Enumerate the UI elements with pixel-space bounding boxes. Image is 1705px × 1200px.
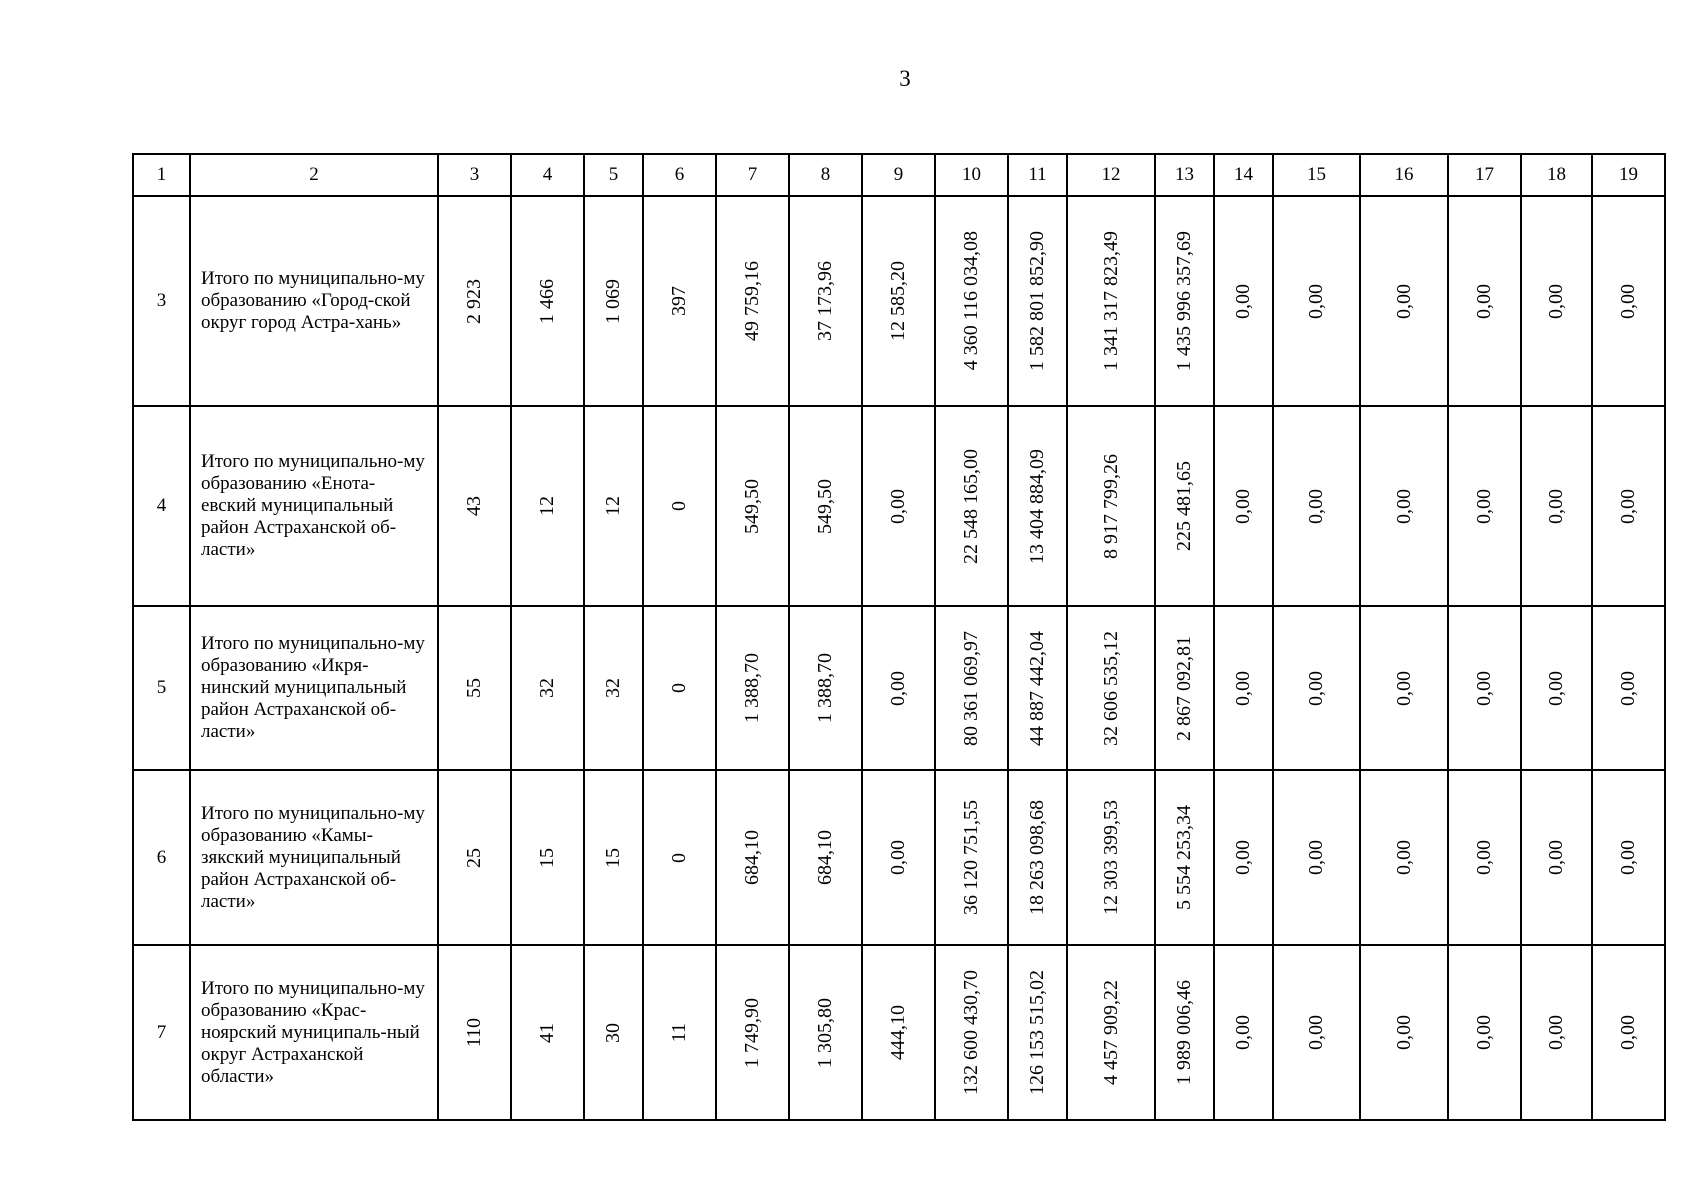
cell-value: 444,10: [887, 1005, 909, 1060]
cell-col-10: [935, 770, 1008, 945]
cell-col-19: [1592, 945, 1665, 1120]
cell-value: 110: [463, 1017, 485, 1048]
cell-value: 1 341 317 823,49: [1099, 231, 1122, 371]
cell-col-7: [716, 406, 789, 606]
cell-value: 37 173,96: [814, 261, 836, 341]
cell-value: 549,50: [741, 478, 763, 534]
municipality-name: Итого по муниципально-му образованию «Енота-евский муниципальный район Астраханской об-ласти»: [190, 406, 438, 606]
cell-col-5: [584, 945, 643, 1120]
cell-value: 0,00: [1305, 840, 1327, 875]
cell-value: 0,00: [1473, 488, 1495, 524]
cell-value: 32: [602, 678, 624, 698]
cell-col-10: [935, 196, 1008, 406]
cell-col-4: [511, 945, 584, 1120]
cell-col-16: [1360, 406, 1448, 606]
cell-value: 0,00: [1473, 283, 1495, 319]
cell-col-17: [1448, 406, 1521, 606]
cell-value: 2 923: [463, 278, 485, 324]
column-header-14: 14: [1214, 154, 1273, 196]
page-number: 3: [899, 66, 911, 91]
column-header-8: 8: [789, 154, 862, 196]
cell-value: 0: [668, 683, 690, 693]
cell-value: 49 759,16: [741, 261, 763, 341]
cell-col-6: [643, 606, 716, 770]
municipality-name: Итого по муниципально-му образованию «Крас-ноярский муниципаль-ный округ Астраханской области»: [190, 945, 438, 1120]
cell-value: 18 263 098,68: [1026, 800, 1048, 915]
cell-col-12: [1067, 945, 1155, 1120]
cell-value: 0: [668, 852, 690, 863]
cell-value: 0: [668, 501, 690, 511]
cell-col-9: [862, 606, 935, 770]
cell-value: 0,00: [1392, 840, 1415, 875]
cell-col-13: [1155, 606, 1214, 770]
cell-value: 15: [602, 847, 624, 868]
cell-col-4: [511, 770, 584, 945]
cell-col-5: [584, 406, 643, 606]
cell-value: 13 404 884,09: [1026, 448, 1048, 564]
cell-value: 0,00: [1545, 1015, 1567, 1050]
cell-value: 4 457 909,22: [1099, 980, 1122, 1085]
cell-value: 0,00: [887, 488, 909, 524]
cell-value: 32: [536, 678, 558, 698]
cell-col-13: [1155, 945, 1214, 1120]
cell-col-18: [1521, 196, 1592, 406]
cell-value: 0,00: [1232, 488, 1254, 524]
cell-col-16: [1360, 945, 1448, 1120]
cell-value: 1 582 801 852,90: [1026, 231, 1048, 371]
cell-value: 0,00: [1473, 1015, 1495, 1050]
cell-col-18: [1521, 770, 1592, 945]
cell-col-5: [584, 196, 643, 406]
cell-value: 22 548 165,00: [960, 448, 982, 564]
cell-col-7: [716, 945, 789, 1120]
cell-value: 0,00: [1232, 670, 1254, 706]
cell-col-18: [1521, 406, 1592, 606]
cell-value: 0,00: [1305, 670, 1327, 706]
cell-value: 684,10: [741, 830, 763, 885]
cell-col-15: [1273, 945, 1360, 1120]
cell-col-15: [1273, 606, 1360, 770]
cell-col-8: [789, 945, 862, 1120]
cell-value: 0,00: [1617, 1015, 1639, 1050]
cell-value: 5 554 253,34: [1173, 805, 1195, 910]
cell-value: 684,10: [814, 830, 836, 885]
cell-col-5: [584, 770, 643, 945]
cell-value: 225 481,65: [1173, 461, 1195, 551]
column-header-6: 6: [643, 154, 716, 196]
column-header-18: 18: [1521, 154, 1592, 196]
cell-col-16: [1360, 770, 1448, 945]
cell-col-14: [1214, 196, 1273, 406]
cell-value: 0,00: [1392, 1015, 1415, 1050]
cell-col-11: [1008, 770, 1067, 945]
cell-value: 55: [463, 678, 485, 698]
cell-col-6: [643, 406, 716, 606]
cell-col-13: [1155, 770, 1214, 945]
cell-col-11: [1008, 196, 1067, 406]
cell-col-16: [1360, 196, 1448, 406]
cell-col-17: [1448, 606, 1521, 770]
cell-value: 30: [602, 1022, 624, 1043]
row-number: 5: [133, 606, 190, 770]
row-number: 6: [133, 770, 190, 945]
cell-value: 1 305,80: [814, 997, 836, 1068]
cell-col-3: [438, 945, 511, 1120]
column-header-12: 12: [1067, 154, 1155, 196]
cell-col-19: [1592, 196, 1665, 406]
cell-col-3: [438, 770, 511, 945]
table-row: [133, 406, 1665, 606]
cell-value: 0,00: [1392, 670, 1415, 706]
cell-col-4: [511, 406, 584, 606]
column-header-7: 7: [716, 154, 789, 196]
cell-value: 0,00: [1392, 283, 1415, 319]
cell-value: 25: [463, 847, 485, 868]
column-header-1: 1: [133, 154, 190, 196]
cell-value: 1 388,70: [741, 653, 763, 723]
cell-value: 0,00: [1617, 283, 1639, 319]
cell-col-12: [1067, 770, 1155, 945]
cell-value: 1 069: [602, 278, 624, 324]
cell-value: 80 361 069,97: [960, 630, 982, 746]
cell-col-7: [716, 196, 789, 406]
cell-col-6: [643, 945, 716, 1120]
cell-col-18: [1521, 945, 1592, 1120]
cell-col-8: [789, 196, 862, 406]
cell-col-6: [643, 196, 716, 406]
cell-value: 0,00: [1392, 488, 1415, 524]
cell-col-19: [1592, 406, 1665, 606]
cell-col-7: [716, 770, 789, 945]
cell-value: 8 917 799,26: [1099, 453, 1122, 559]
cell-col-14: [1214, 606, 1273, 770]
column-header-4: 4: [511, 154, 584, 196]
cell-col-8: [789, 770, 862, 945]
cell-col-9: [862, 196, 935, 406]
column-header-2: 2: [190, 154, 438, 196]
cell-value: 0,00: [1545, 283, 1567, 319]
cell-value: 0,00: [887, 840, 909, 875]
column-header-19: 19: [1592, 154, 1665, 196]
cell-value: 44 887 442,04: [1026, 630, 1048, 746]
cell-value: 1 435 996 357,69: [1173, 231, 1195, 371]
cell-value: 32 606 535,12: [1099, 630, 1122, 746]
cell-col-13: [1155, 406, 1214, 606]
cell-value: 0,00: [1545, 670, 1567, 706]
cell-col-12: [1067, 196, 1155, 406]
cell-value: 41: [536, 1022, 558, 1043]
cell-value: 2 867 092,81: [1173, 635, 1195, 741]
cell-value: 15: [536, 847, 558, 868]
cell-col-17: [1448, 196, 1521, 406]
cell-value: 12 303 399,53: [1099, 800, 1122, 915]
municipality-name: Итого по муниципально-му образованию «Икря-нинский муниципальный район Астраханской об-ласти»: [190, 606, 438, 770]
cell-value: 1 749,90: [741, 997, 763, 1068]
column-header-16: 16: [1360, 154, 1448, 196]
cell-value: 0,00: [1232, 283, 1254, 319]
cell-value: 0,00: [1617, 840, 1639, 875]
cell-col-11: [1008, 945, 1067, 1120]
cell-value: 0,00: [1305, 283, 1327, 319]
table-row: [133, 770, 1665, 945]
cell-col-10: [935, 606, 1008, 770]
cell-value: 549,50: [814, 478, 836, 534]
table-row: [133, 196, 1665, 406]
cell-value: 0,00: [1617, 670, 1639, 706]
cell-col-15: [1273, 406, 1360, 606]
cell-col-6: [643, 770, 716, 945]
cell-value: 1 388,70: [814, 653, 836, 723]
cell-col-12: [1067, 406, 1155, 606]
cell-col-8: [789, 406, 862, 606]
cell-col-19: [1592, 770, 1665, 945]
cell-value: 12 585,20: [887, 261, 909, 341]
cell-value: 132 600 430,70: [960, 970, 982, 1095]
header-row: [133, 154, 1665, 196]
cell-value: 0,00: [1617, 488, 1639, 524]
cell-col-11: [1008, 406, 1067, 606]
column-header-5: 5: [584, 154, 643, 196]
cell-col-8: [789, 606, 862, 770]
cell-col-13: [1155, 196, 1214, 406]
cell-value: 36 120 751,55: [960, 800, 982, 915]
cell-col-3: [438, 196, 511, 406]
cell-value: 0,00: [887, 670, 909, 706]
row-number: 7: [133, 945, 190, 1120]
cell-value: 0,00: [1473, 670, 1495, 706]
column-header-10: 10: [935, 154, 1008, 196]
cell-col-9: [862, 770, 935, 945]
column-header-13: 13: [1155, 154, 1214, 196]
column-header-3: 3: [438, 154, 511, 196]
cell-col-12: [1067, 606, 1155, 770]
cell-col-4: [511, 196, 584, 406]
cell-value: 4 360 116 034,08: [960, 231, 982, 371]
row-number: 3: [133, 196, 190, 406]
cell-col-19: [1592, 606, 1665, 770]
cell-value: 11: [668, 1022, 690, 1043]
cell-value: 0,00: [1545, 488, 1567, 524]
municipality-name: Итого по муниципально-му образованию «Город-ской округ город Астра-хань»: [190, 196, 438, 406]
cell-value: 1 466: [536, 278, 558, 324]
cell-value: 0,00: [1545, 840, 1567, 875]
cell-value: 0,00: [1232, 1015, 1254, 1050]
cell-col-16: [1360, 606, 1448, 770]
cell-value: 0,00: [1232, 840, 1254, 875]
cell-col-3: [438, 406, 511, 606]
cell-col-17: [1448, 770, 1521, 945]
cell-col-9: [862, 945, 935, 1120]
cell-value: 126 153 515,02: [1026, 970, 1048, 1095]
cell-value: 0,00: [1473, 840, 1495, 875]
column-header-15: 15: [1273, 154, 1360, 196]
data-table: [132, 153, 1666, 1121]
cell-col-15: [1273, 196, 1360, 406]
cell-value: 0,00: [1305, 1015, 1327, 1050]
cell-col-17: [1448, 945, 1521, 1120]
column-header-17: 17: [1448, 154, 1521, 196]
cell-col-7: [716, 606, 789, 770]
cell-value: 43: [463, 496, 485, 516]
cell-value: 12: [602, 496, 624, 516]
row-number: 4: [133, 406, 190, 606]
cell-col-11: [1008, 606, 1067, 770]
cell-value: 0,00: [1305, 488, 1327, 524]
cell-col-4: [511, 606, 584, 770]
cell-value: 397: [668, 286, 690, 316]
column-header-11: 11: [1008, 154, 1067, 196]
cell-col-14: [1214, 770, 1273, 945]
cell-col-14: [1214, 406, 1273, 606]
cell-col-15: [1273, 770, 1360, 945]
cell-col-5: [584, 606, 643, 770]
table-row: [133, 606, 1665, 770]
table-row: [133, 945, 1665, 1120]
cell-col-18: [1521, 606, 1592, 770]
cell-col-14: [1214, 945, 1273, 1120]
cell-col-9: [862, 406, 935, 606]
municipality-name: Итого по муниципально-му образованию «Камы-зякский муниципальный район Астраханской об-ласти»: [190, 770, 438, 945]
column-header-9: 9: [862, 154, 935, 196]
cell-col-10: [935, 945, 1008, 1120]
cell-col-3: [438, 606, 511, 770]
cell-value: 12: [536, 496, 558, 516]
cell-col-10: [935, 406, 1008, 606]
cell-value: 1 989 006,46: [1173, 980, 1195, 1085]
